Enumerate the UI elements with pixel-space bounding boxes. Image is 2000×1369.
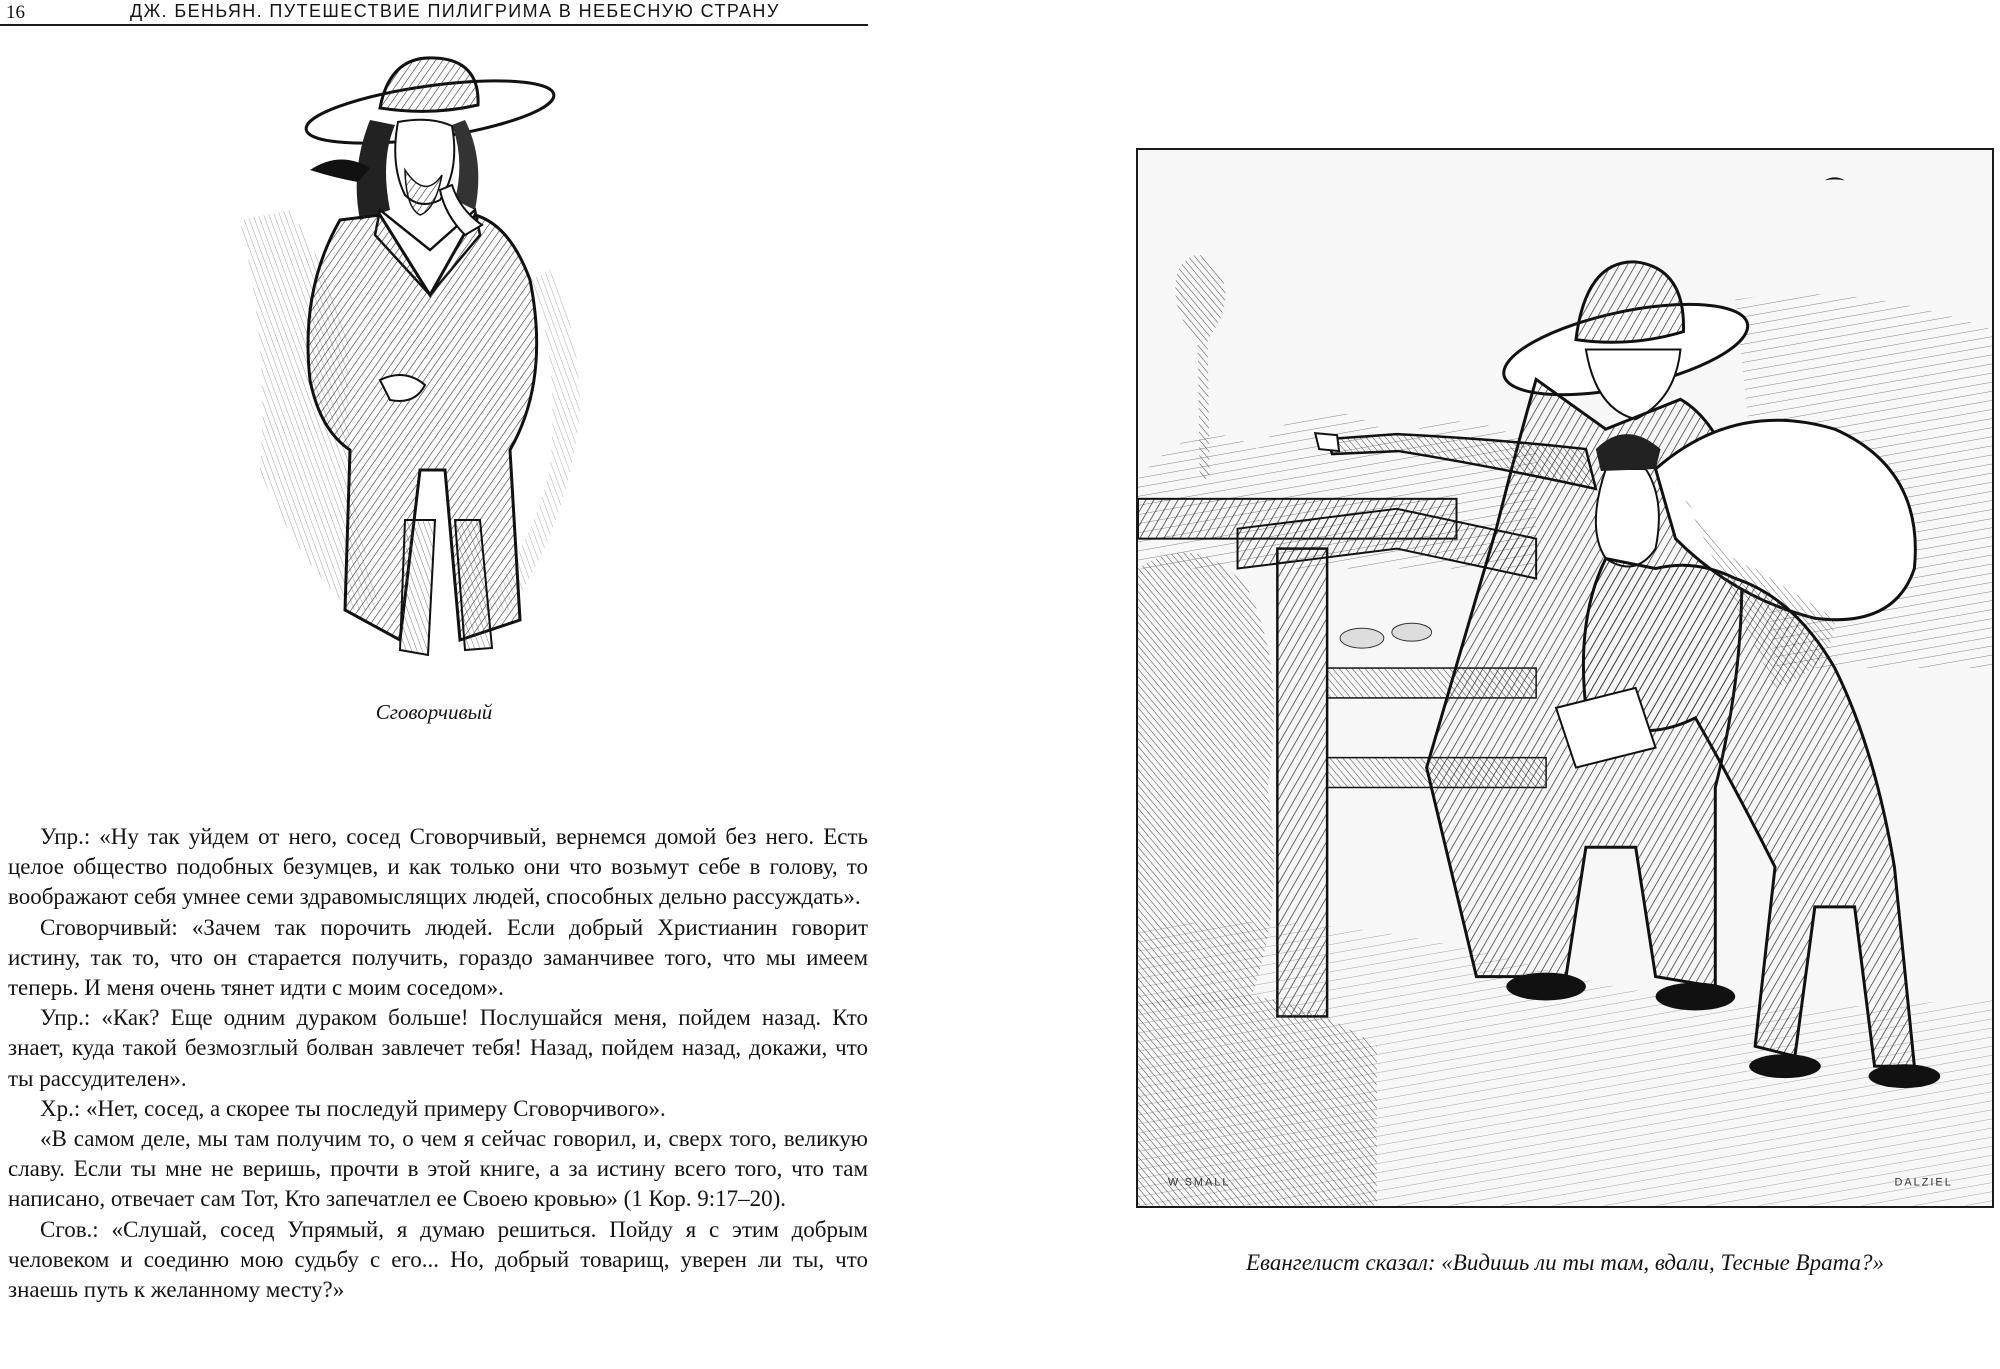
body-text	[8, 822, 868, 1305]
running-head	[0, 0, 868, 26]
illustration-pliable	[230, 50, 650, 670]
evangelist-engraving	[1138, 150, 1992, 1206]
paragraph: Сгов.: «Слушай, сосед Упрямый, я думаю решиться. Пойду я с этим добрым человеком и соединю мою судьбу с его... Но, добрый товарищ, уверен ли ты, что знаешь путь к желанному месту?»	[8, 1216, 868, 1303]
running-title: ДЖ. БЕНЬЯН. ПУТЕШЕСТВИЕ ПИЛИГРИМА В НЕБЕСНУЮ СТРАНУ	[130, 1, 780, 21]
pliable-engraving	[230, 50, 650, 670]
page-number: 16	[6, 2, 25, 23]
paragraph: Упр.: «Ну так уйдем от него, сосед Сговорчивый, вернемся домой без него. Есть целое общество подобных безумцев, и как только они что возьмут себе в голову, то воображают себя умнее семи здравомыслящих людей, способных дельно рассуждать».	[8, 824, 868, 910]
caption-pliable: Сговорчивый	[375, 700, 493, 724]
paragraph: «В самом деле, мы там получим то, о чем я сейчас говорил, и, сверх того, великую славу. Если ты мне не веришь, прочти в этой книге, а за истину всего того, что там написано, отвечает сам Тот, Кто запечатлел ее Своею кровью» (1 Кор. 9:17–20).	[8, 1126, 868, 1212]
illustration-evangelist	[1136, 148, 1994, 1208]
paragraph: Упр.: «Как? Еще одним дураком больше! Послушайся меня, пойдем назад. Кто знает, куда такой безмозглый болван завлечет тебя! Назад, пойдем назад, докажи, что ты рассудителен».	[8, 1005, 868, 1091]
caption-evangelist: Евангелист сказал: «Видишь ли ты там, вдали, Тесные Врата?»	[1245, 1250, 1884, 1275]
engraver-signature: DALZIEL	[1894, 1176, 1953, 1189]
paragraph: Хр.: «Нет, сосед, а скорее ты последуй примеру Сговорчивого».	[40, 1095, 666, 1121]
artist-signature: W.SMALL	[1167, 1176, 1231, 1189]
paragraph: Сговорчивый: «Зачем так порочить людей. Если добрый Христианин говорит истину, так то, что он старается получить, гораздо заманчивее того, что мы имеем теперь. И меня очень тянет идти с моим соседом».	[8, 914, 868, 1001]
